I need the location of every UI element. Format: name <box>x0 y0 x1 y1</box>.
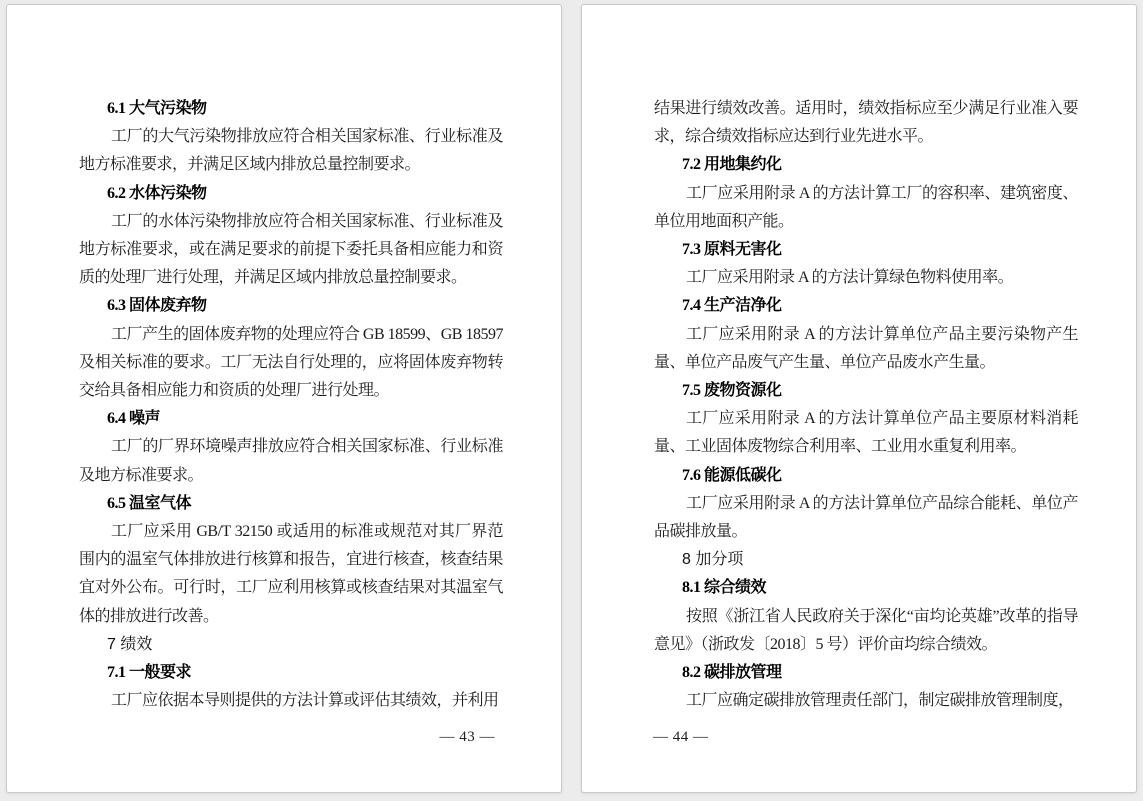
paragraph: 工厂产生的固体废弃物的处理应符合 GB 18599、GB 18597 及相关标准的要求。工厂无法自行处理的，应将固体废弃物转交给具备相应能力和资质的处理厂进行处理。 <box>79 325 503 400</box>
section-heading: 8.2 碳排放管理 <box>682 664 782 682</box>
paragraph: 工厂应采用附录 A 的方法计算单位产品主要原材料消耗量、工业固体废物综合利用率、工业用水重复利用率。 <box>654 410 1078 456</box>
section-heading: 7 绩效 <box>107 635 153 653</box>
section-heading: 8 加分项 <box>682 551 744 569</box>
paragraph: 工厂应采用附录 A 的方法计算单位产品综合能耗、单位产品碳排放量。 <box>654 494 1078 541</box>
section-heading: 6.5 温室气体 <box>107 494 192 512</box>
section-heading: 7.4 生产洁净化 <box>682 297 782 315</box>
section-heading: 7.6 能源低碳化 <box>682 466 782 484</box>
paragraph: 工厂的大气污染物排放应符合相关国家标准、行业标准及地方标准要求，并满足区域内排放总量控制要求。 <box>79 128 503 174</box>
page-44 <box>581 4 1137 793</box>
paragraph: 按照《浙江省人民政府关于深化“亩均论英雄”改革的指导意见》（浙政发〔2018〕5 号）评价亩均综合绩效。 <box>654 607 1078 653</box>
section-heading: 7.2 用地集约化 <box>682 156 782 174</box>
section-heading: 7.1 一般要求 <box>107 664 192 682</box>
page-number: — 43 — <box>439 729 495 745</box>
paragraph: 工厂应确定碳排放管理责任部门，制定碳排放管理制度， <box>686 692 1074 710</box>
paragraph: 工厂应依据本导则提供的方法计算或评估其绩效，并利用 <box>111 692 499 710</box>
paragraph: 工厂应采用 GB/T 32150 或适用的标准或规范对其厂界范围内的温室气体排放进行核算和报告，宜进行核查，核查结果宜对外公布。可行时，工厂应利用核算或核查结果对其温室气体的排放进行改善。 <box>79 523 503 625</box>
page-number: — 44 — <box>653 729 709 745</box>
paragraph: 工厂的厂界环境噪声排放应符合相关国家标准、行业标准及地方标准要求。 <box>79 438 503 484</box>
section-heading: 8.1 综合绩效 <box>682 579 767 597</box>
page-content <box>654 95 1078 715</box>
section-heading: 6.3 固体废弃物 <box>107 297 207 315</box>
page-43 <box>6 4 562 793</box>
paragraph: 工厂应采用附录 A 的方法计算绿色物料使用率。 <box>686 269 1014 287</box>
paragraph: 工厂的水体污染物排放应符合相关国家标准、行业标准及地方标准要求，或在满足要求的前提下委托具备相应能力和资质的处理厂进行处理，并满足区域内排放总量控制要求。 <box>79 212 503 287</box>
paragraph: 工厂应采用附录 A 的方法计算单位产品主要污染物产生量、单位产品废气产生量、单位产品废水产生量。 <box>654 325 1078 371</box>
page-content <box>79 95 503 715</box>
section-heading: 6.1 大气污染物 <box>107 100 207 117</box>
section-heading: 7.3 原料无害化 <box>682 241 782 259</box>
section-heading: 7.5 废物资源化 <box>682 382 782 400</box>
section-heading: 6.2 水体污染物 <box>107 184 207 202</box>
paragraph: 结果进行绩效改善。适用时，绩效指标应至少满足行业准入要求，综合绩效指标应达到行业先进水平。 <box>654 100 1078 146</box>
section-heading: 6.4 噪声 <box>107 410 161 428</box>
paragraph: 工厂应采用附录 A 的方法计算工厂的容积率、建筑密度、单位用地面积产能。 <box>654 184 1078 230</box>
